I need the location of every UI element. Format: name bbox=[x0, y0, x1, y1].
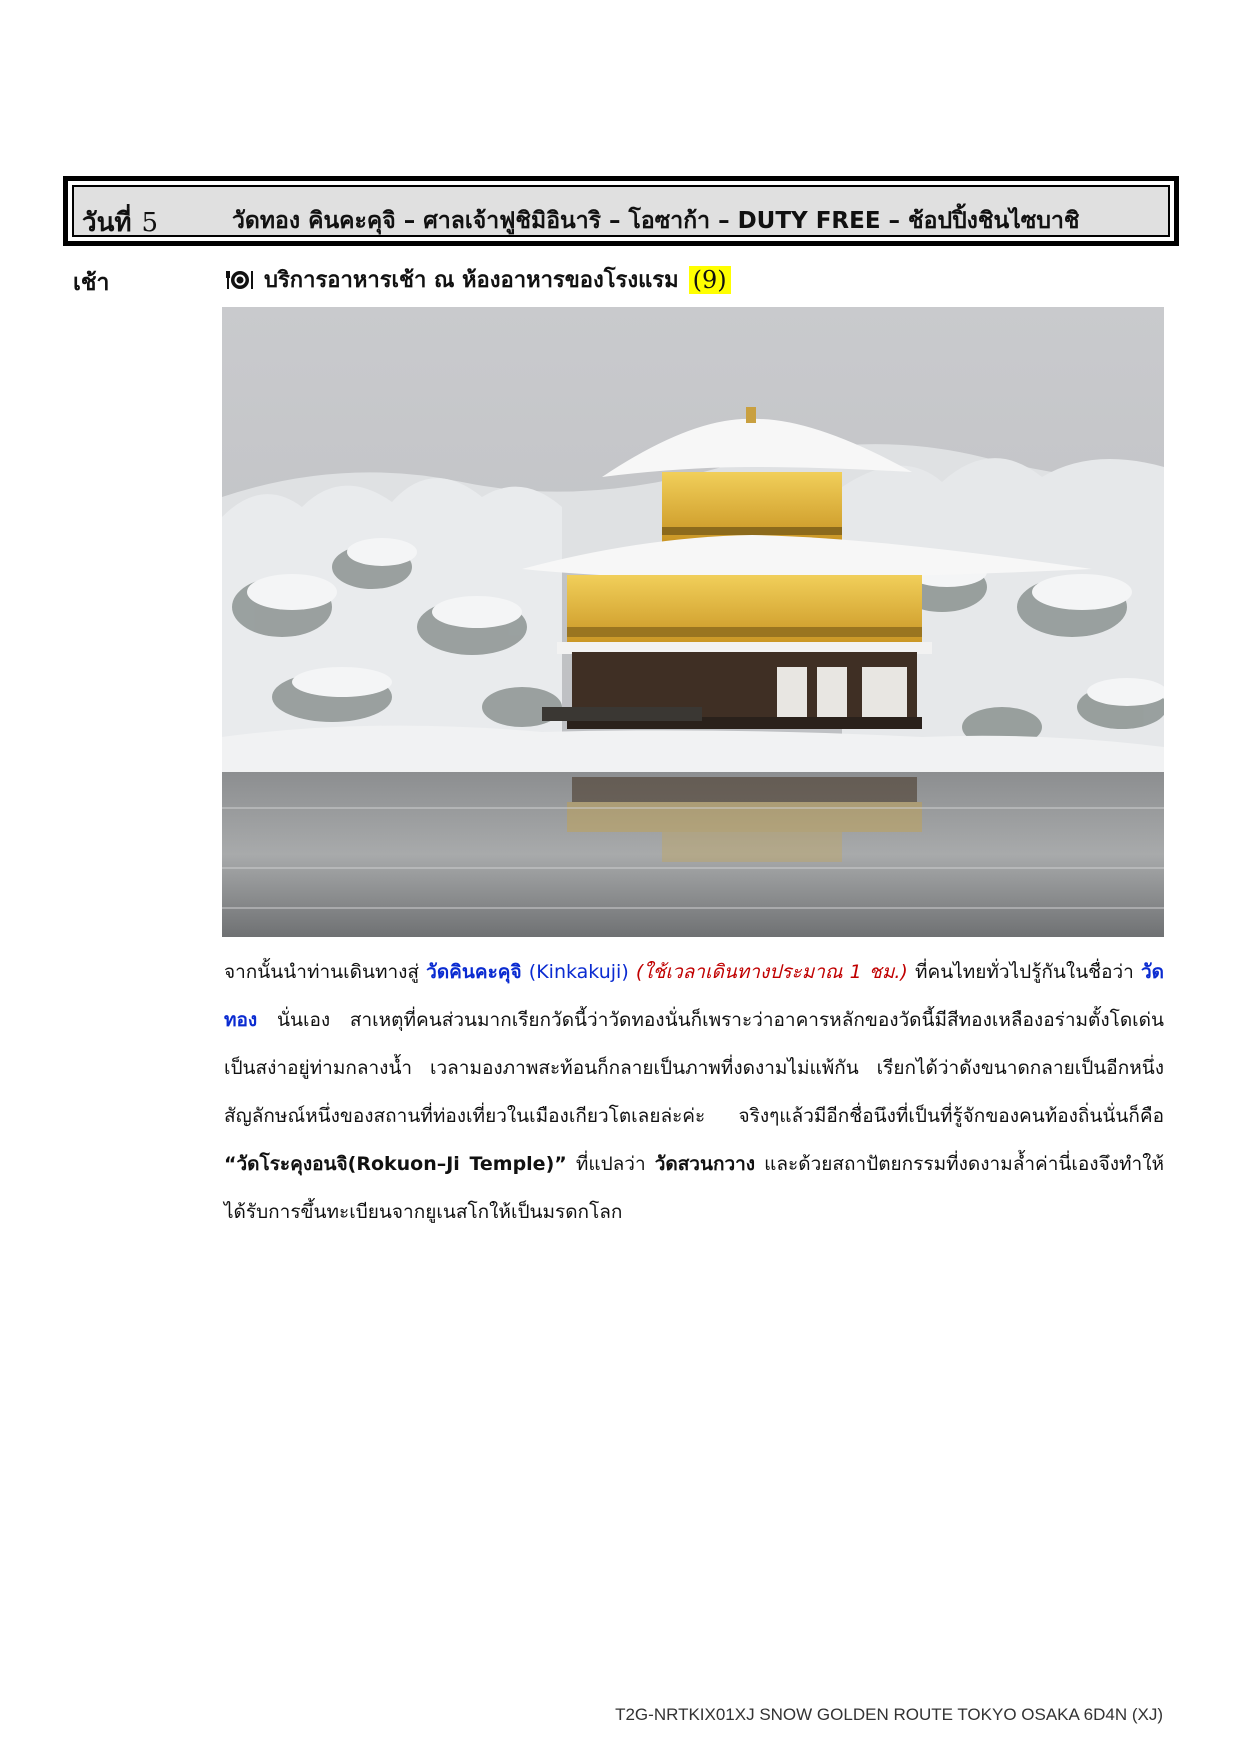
day-header bbox=[63, 176, 1179, 246]
meal-time-label: เช้า bbox=[73, 270, 110, 296]
day-title: วัดทอง คินคะคุจิ – ศาลเจ้าฟูชิมิอินาริ – โอซาก้า – DUTY FREE – ช้อปปิ้งชินไซบาชิ bbox=[232, 208, 1080, 234]
day-number: 5 bbox=[141, 208, 159, 238]
meal-row bbox=[226, 262, 731, 297]
day-label-text: วันที่ bbox=[82, 208, 132, 238]
para-text-4: ที่แปลว่า bbox=[575, 1153, 646, 1175]
wat-thong-name: วัดทอง bbox=[224, 961, 1164, 1031]
meal-text: บริการอาหารเช้า ณ ห้องอาหารของโรงแรม bbox=[264, 268, 679, 293]
para-text-2: ที่คนไทยทั่วไปรู้กันในชื่อว่า bbox=[914, 961, 1134, 983]
kinkakuji-english-name: (Kinkakuji) bbox=[528, 961, 629, 983]
meal-number-badge: (9) bbox=[689, 266, 731, 294]
para-text-5: และด้วยสถาปัตยกรรมที่งดงามล้ำค่านี่เองจึงทำให้ได้รับการขึ้นทะเบียนจากยูเนสโกให้เป็นมรดกโลก bbox=[224, 1153, 1164, 1223]
day-label bbox=[82, 202, 158, 243]
day-header-inner bbox=[72, 185, 1170, 237]
deer-park-name: วัดสวนกวาง bbox=[654, 1153, 756, 1175]
para-text-3: นั่นเอง สาเหตุที่คนส่วนมากเรียกวัดนี้ว่าวัดทองนั่นก็เพราะว่าอาคารหลักของวัดนี้มีสีทองเหลืองอร่ามตั้งโดเด่นเป็นสง่าอยู่ท่ามกลางน้ำ เวลามองภาพสะท้อนก็กลายเป็นภาพที่งดงามไม่แพ้กัน เรียกได้ว่าดังขนาดกลายเป็นอีกหนึ่งสัญลักษณ์หนึ่งของสถานที่ท่องเที่ยวในเมืองเกียวโตเลยล่ะค่ะ จริงๆแล้วมีอีกชื่อนึงที่เป็นที่รู้จักของคนท้องถิ่นนั่นก็คือ bbox=[224, 1009, 1164, 1127]
rokuonji-name: “วัดโระคุงอนจิ(Rokuon–Ji Temple)” bbox=[224, 1153, 567, 1175]
dining-plate-icon bbox=[226, 268, 254, 292]
snow-golden-pavilion-photo bbox=[222, 307, 1164, 937]
kinkakuji-thai-name: วัดคินคะคุจิ bbox=[426, 961, 522, 983]
para-text-1: จากนั้นนำท่านเดินทางสู่ bbox=[224, 961, 420, 983]
footer-tour-code: T2G-NRTKIX01XJ SNOW GOLDEN ROUTE TOKYO OSAKA 6D4N (XJ) bbox=[615, 1705, 1163, 1724]
description-paragraph bbox=[224, 948, 1164, 1236]
travel-time-note: (ใช้เวลาเดินทางประมาณ 1 ชม.) bbox=[635, 961, 908, 983]
